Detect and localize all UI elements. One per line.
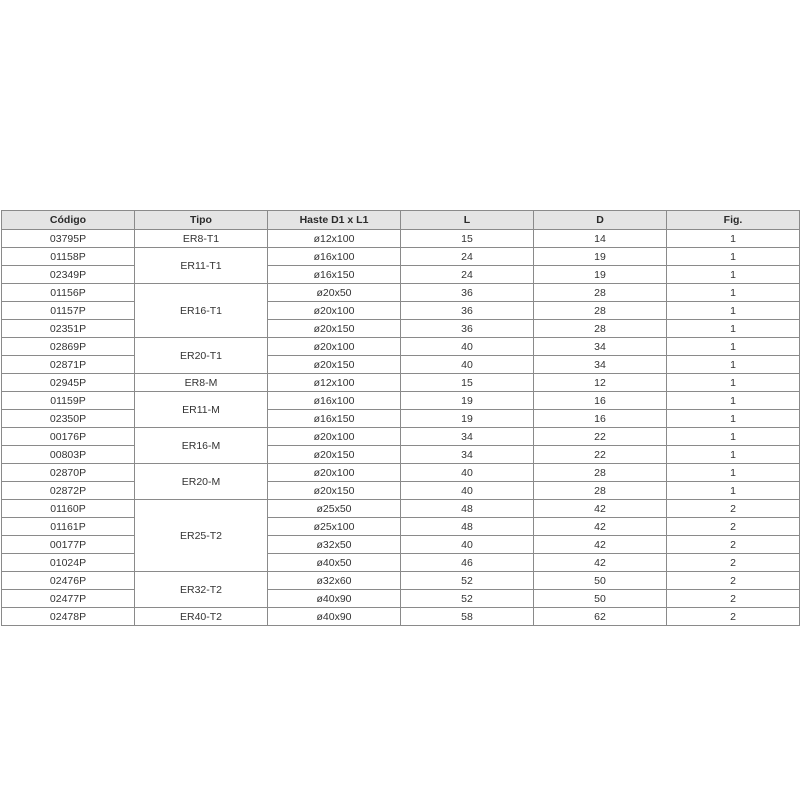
cell-codigo: 02478P — [2, 608, 135, 626]
table-body — [2, 230, 800, 626]
cell-tipo: ER11-M — [135, 392, 268, 428]
cell-l: 36 — [401, 302, 534, 320]
cell-codigo: 00177P — [2, 536, 135, 554]
table-row — [2, 482, 800, 500]
cell-l: 24 — [401, 248, 534, 266]
cell-fig: 1 — [667, 428, 800, 446]
cell-codigo: 02349P — [2, 266, 135, 284]
cell-haste: ø25x100 — [268, 518, 401, 536]
table-row — [2, 230, 800, 248]
cell-fig: 1 — [667, 392, 800, 410]
cell-fig: 1 — [667, 374, 800, 392]
cell-haste: ø20x150 — [268, 482, 401, 500]
cell-haste: ø25x50 — [268, 500, 401, 518]
cell-fig: 1 — [667, 410, 800, 428]
cell-codigo: 02871P — [2, 356, 135, 374]
cell-l: 15 — [401, 374, 534, 392]
cell-d: 12 — [534, 374, 667, 392]
cell-d: 50 — [534, 590, 667, 608]
cell-l: 36 — [401, 320, 534, 338]
table-row — [2, 266, 800, 284]
cell-fig: 1 — [667, 302, 800, 320]
cell-haste: ø40x50 — [268, 554, 401, 572]
cell-d: 42 — [534, 536, 667, 554]
header-tipo: Tipo — [135, 211, 268, 230]
cell-haste: ø20x50 — [268, 284, 401, 302]
cell-haste: ø12x100 — [268, 230, 401, 248]
cell-haste: ø20x150 — [268, 446, 401, 464]
cell-codigo: 02872P — [2, 482, 135, 500]
cell-haste: ø16x100 — [268, 248, 401, 266]
cell-tipo: ER8-M — [135, 374, 268, 392]
header-fig: Fig. — [667, 211, 800, 230]
cell-haste: ø32x60 — [268, 572, 401, 590]
cell-fig: 1 — [667, 482, 800, 500]
table-row — [2, 392, 800, 410]
cell-haste: ø16x150 — [268, 410, 401, 428]
cell-fig: 2 — [667, 518, 800, 536]
header-l: L — [401, 211, 534, 230]
cell-codigo: 02476P — [2, 572, 135, 590]
table-row — [2, 464, 800, 482]
cell-fig: 2 — [667, 608, 800, 626]
cell-tipo: ER40-T2 — [135, 608, 268, 626]
table-row — [2, 374, 800, 392]
table-row — [2, 446, 800, 464]
table-row — [2, 320, 800, 338]
cell-fig: 1 — [667, 230, 800, 248]
cell-haste: ø40x90 — [268, 608, 401, 626]
cell-l: 52 — [401, 590, 534, 608]
cell-l: 36 — [401, 284, 534, 302]
cell-fig: 2 — [667, 554, 800, 572]
cell-fig: 1 — [667, 356, 800, 374]
cell-haste: ø20x100 — [268, 464, 401, 482]
cell-tipo: ER32-T2 — [135, 572, 268, 608]
cell-haste: ø32x50 — [268, 536, 401, 554]
cell-tipo: ER16-M — [135, 428, 268, 464]
cell-l: 46 — [401, 554, 534, 572]
table-row — [2, 500, 800, 518]
cell-codigo: 02945P — [2, 374, 135, 392]
cell-l: 19 — [401, 410, 534, 428]
cell-l: 40 — [401, 482, 534, 500]
cell-haste: ø20x100 — [268, 428, 401, 446]
table-row — [2, 590, 800, 608]
cell-fig: 2 — [667, 536, 800, 554]
cell-l: 15 — [401, 230, 534, 248]
cell-l: 48 — [401, 500, 534, 518]
cell-l: 34 — [401, 446, 534, 464]
cell-haste: ø20x150 — [268, 356, 401, 374]
cell-l: 48 — [401, 518, 534, 536]
cell-d: 16 — [534, 410, 667, 428]
cell-codigo: 02869P — [2, 338, 135, 356]
cell-codigo: 00803P — [2, 446, 135, 464]
cell-haste: ø20x100 — [268, 302, 401, 320]
cell-haste: ø16x100 — [268, 392, 401, 410]
table-row — [2, 536, 800, 554]
cell-fig: 1 — [667, 248, 800, 266]
cell-haste: ø40x90 — [268, 590, 401, 608]
cell-haste: ø20x100 — [268, 338, 401, 356]
cell-fig: 1 — [667, 284, 800, 302]
table-row — [2, 518, 800, 536]
cell-l: 40 — [401, 536, 534, 554]
cell-fig: 1 — [667, 446, 800, 464]
cell-tipo: ER16-T1 — [135, 284, 268, 338]
cell-l: 40 — [401, 464, 534, 482]
cell-l: 40 — [401, 356, 534, 374]
cell-codigo: 01157P — [2, 302, 135, 320]
header-row — [2, 211, 800, 230]
cell-fig: 1 — [667, 338, 800, 356]
cell-d: 19 — [534, 248, 667, 266]
cell-d: 22 — [534, 446, 667, 464]
cell-d: 62 — [534, 608, 667, 626]
cell-codigo: 03795P — [2, 230, 135, 248]
cell-codigo: 01024P — [2, 554, 135, 572]
cell-fig: 2 — [667, 572, 800, 590]
cell-d: 42 — [534, 554, 667, 572]
table-row — [2, 302, 800, 320]
cell-codigo: 01156P — [2, 284, 135, 302]
cell-fig: 1 — [667, 266, 800, 284]
table-row — [2, 572, 800, 590]
table-row — [2, 608, 800, 626]
cell-tipo: ER20-T1 — [135, 338, 268, 374]
table-row — [2, 284, 800, 302]
table-row — [2, 338, 800, 356]
spec-table — [1, 210, 800, 626]
cell-haste: ø12x100 — [268, 374, 401, 392]
header-d: D — [534, 211, 667, 230]
cell-codigo: 02870P — [2, 464, 135, 482]
cell-l: 34 — [401, 428, 534, 446]
header-codigo: Código — [2, 211, 135, 230]
cell-haste: ø20x150 — [268, 320, 401, 338]
cell-tipo: ER25-T2 — [135, 500, 268, 572]
cell-codigo: 00176P — [2, 428, 135, 446]
cell-d: 22 — [534, 428, 667, 446]
cell-haste: ø16x150 — [268, 266, 401, 284]
cell-d: 34 — [534, 338, 667, 356]
cell-l: 52 — [401, 572, 534, 590]
table-row — [2, 554, 800, 572]
cell-l: 40 — [401, 338, 534, 356]
table-row — [2, 410, 800, 428]
table-row — [2, 248, 800, 266]
cell-codigo: 01158P — [2, 248, 135, 266]
cell-codigo: 01161P — [2, 518, 135, 536]
cell-d: 28 — [534, 284, 667, 302]
cell-d: 28 — [534, 464, 667, 482]
cell-d: 42 — [534, 518, 667, 536]
cell-codigo: 01159P — [2, 392, 135, 410]
cell-tipo: ER20-M — [135, 464, 268, 500]
cell-fig: 1 — [667, 464, 800, 482]
cell-tipo: ER11-T1 — [135, 248, 268, 284]
cell-codigo: 01160P — [2, 500, 135, 518]
cell-fig: 2 — [667, 590, 800, 608]
cell-codigo: 02350P — [2, 410, 135, 428]
header-haste: Haste D1 x L1 — [268, 211, 401, 230]
cell-codigo: 02351P — [2, 320, 135, 338]
cell-l: 58 — [401, 608, 534, 626]
cell-tipo: ER8-T1 — [135, 230, 268, 248]
cell-l: 24 — [401, 266, 534, 284]
cell-d: 16 — [534, 392, 667, 410]
cell-codigo: 02477P — [2, 590, 135, 608]
cell-d: 28 — [534, 320, 667, 338]
table-row — [2, 356, 800, 374]
cell-d: 14 — [534, 230, 667, 248]
cell-fig: 2 — [667, 500, 800, 518]
cell-d: 34 — [534, 356, 667, 374]
cell-fig: 1 — [667, 320, 800, 338]
table-row — [2, 428, 800, 446]
cell-d: 50 — [534, 572, 667, 590]
cell-d: 42 — [534, 500, 667, 518]
cell-d: 19 — [534, 266, 667, 284]
cell-d: 28 — [534, 482, 667, 500]
cell-d: 28 — [534, 302, 667, 320]
cell-l: 19 — [401, 392, 534, 410]
